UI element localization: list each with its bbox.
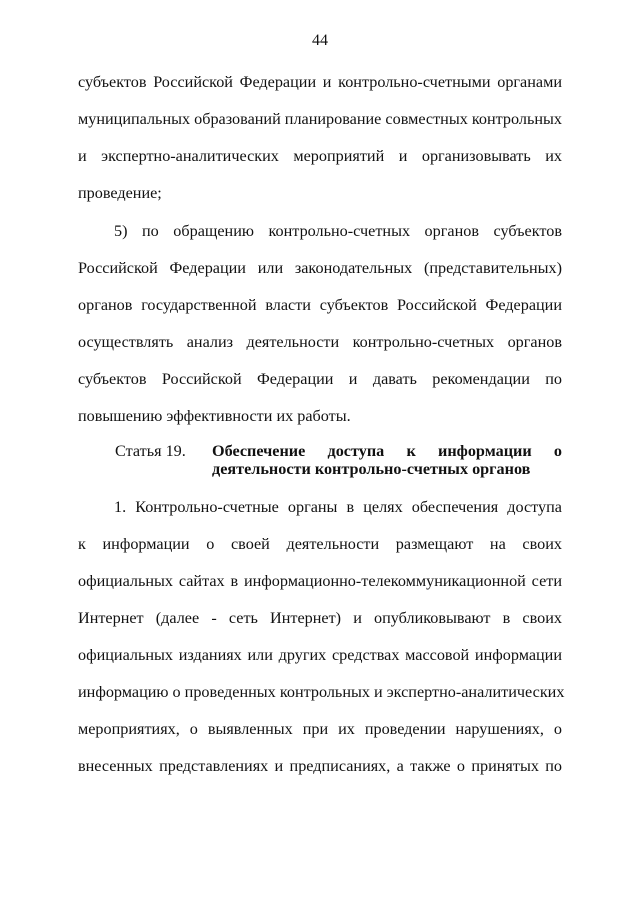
text-line: и экспертно-аналитических мероприятий и организовывать их — [78, 147, 562, 165]
text-line: информацию о проведенных контрольных и экспертно-аналитических — [78, 683, 565, 701]
paragraph-2 — [78, 213, 562, 435]
text-line: субъектов Российской Федерации и давать рекомендации по — [78, 370, 562, 388]
text-line: 1. Контрольно-счетные органы в целях обеспечения доступа — [114, 498, 562, 516]
text-line: 5) по обращению контрольно-счетных органов субъектов — [114, 222, 562, 240]
text-line: внесенных представлениях и предписаниях, а также о принятых по — [78, 757, 562, 775]
page-number: 44 — [312, 32, 328, 49]
text-line: повышению эффективности их работы. — [78, 407, 351, 425]
text-line: органов государственной власти субъектов Российской Федерации — [78, 296, 562, 314]
paragraph-1 — [78, 64, 562, 212]
paragraph-3 — [78, 489, 565, 785]
text-line: официальных сайтах в информационно-телекоммуникационной сети — [78, 572, 562, 590]
text-line: к информации о своей деятельности размещают на своих — [78, 535, 562, 553]
text-line: Российской Федерации или законодательных (представительных) — [78, 259, 562, 277]
text-line: Интернет (далее - сеть Интернет) и опубликовывают в своих — [78, 609, 562, 627]
article-heading — [115, 442, 562, 478]
text-line: осуществлять анализ деятельности контрольно-счетных органов — [78, 333, 562, 351]
text-line: муниципальных образований планирование совместных контрольных — [78, 110, 562, 128]
article-title-line: Обеспечение доступа к информации о — [212, 442, 562, 460]
article-title-line: деятельности контрольно-счетных органов — [212, 460, 531, 478]
article-label: Статья 19. — [115, 442, 186, 460]
text-line: проведение; — [78, 184, 162, 202]
text-line: официальных изданиях или других средствах массовой информации — [78, 646, 562, 664]
text-line: субъектов Российской Федерации и контрольно-счетными органами — [78, 73, 562, 91]
text-line: мероприятиях, о выявленных при их проведении нарушениях, о — [78, 720, 562, 738]
